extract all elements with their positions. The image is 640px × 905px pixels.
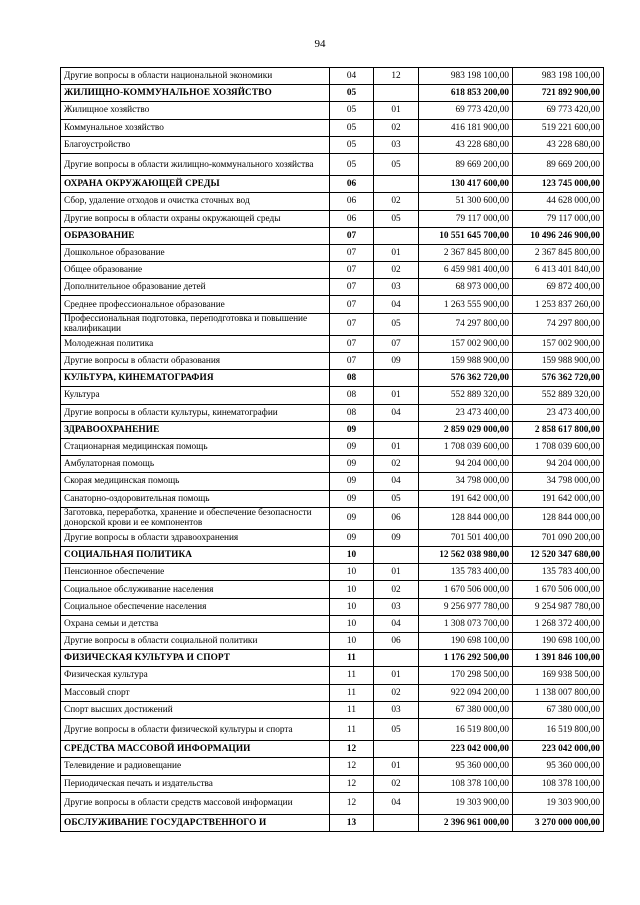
section-code-cell: 10 [330,615,374,632]
section-code-cell: 09 [330,421,374,438]
row-name-cell: ЖИЛИЩНО-КОММУНАЛЬНОЕ ХОЗЯЙСТВО [61,85,330,102]
table-row [61,193,604,210]
subsection-code-cell: 09 [374,529,419,546]
subsection-code-cell: 02 [374,193,419,210]
amount-year2-cell: 16 519 800,00 [513,718,604,740]
amount-year2-cell: 74 297 800,00 [513,313,604,335]
subsection-code-cell [374,814,419,831]
table-row [61,68,604,85]
table-row [61,404,604,421]
subsection-code-cell [374,547,419,564]
amount-year2-cell: 10 496 246 900,00 [513,227,604,244]
section-row [61,741,604,758]
amount-year2-cell: 135 783 400,00 [513,564,604,581]
amount-year1-cell: 67 380 000,00 [419,701,513,718]
budget-table-body [61,68,604,832]
amount-year2-cell: 69 872 400,00 [513,279,604,296]
table-row [61,210,604,227]
subsection-code-cell: 05 [374,153,419,175]
amount-year2-cell: 19 303 900,00 [513,792,604,814]
row-name-cell: Физическая культура [61,667,330,684]
amount-year1-cell: 922 094 200,00 [419,684,513,701]
subsection-code-cell: 04 [374,615,419,632]
section-code-cell: 09 [330,529,374,546]
amount-year1-cell: 89 669 200,00 [419,153,513,175]
amount-year1-cell: 2 367 845 800,00 [419,244,513,261]
amount-year1-cell: 2 859 029 000,00 [419,421,513,438]
section-code-cell: 07 [330,335,374,352]
amount-year2-cell: 94 204 000,00 [513,456,604,473]
subsection-code-cell: 02 [374,775,419,792]
table-row [61,102,604,119]
amount-year1-cell: 19 303 900,00 [419,792,513,814]
subsection-code-cell: 12 [374,68,419,85]
amount-year1-cell: 983 198 100,00 [419,68,513,85]
amount-year1-cell: 6 459 981 400,00 [419,262,513,279]
amount-year2-cell: 191 642 000,00 [513,490,604,507]
table-row [61,136,604,153]
table-row [61,473,604,490]
table-row [61,387,604,404]
table-row [61,507,604,529]
amount-year1-cell: 16 519 800,00 [419,718,513,740]
table-row [61,581,604,598]
amount-year1-cell: 95 360 000,00 [419,758,513,775]
subsection-code-cell [374,370,419,387]
row-name-cell: Санаторно-оздоровительная помощь [61,490,330,507]
section-code-cell: 07 [330,244,374,261]
table-row [61,456,604,473]
row-name-cell: Другие вопросы в области охраны окружающей среды [61,210,330,227]
section-code-cell: 08 [330,404,374,421]
subsection-code-cell: 01 [374,244,419,261]
row-name-cell: ОХРАНА ОКРУЖАЮЩЕЙ СРЕДЫ [61,176,330,193]
section-code-cell: 11 [330,667,374,684]
table-row [61,244,604,261]
table-row [61,758,604,775]
table-row [61,438,604,455]
subsection-code-cell: 09 [374,353,419,370]
subsection-code-cell: 03 [374,136,419,153]
table-row [61,564,604,581]
amount-year2-cell: 6 413 401 840,00 [513,262,604,279]
row-name-cell: Спорт высших достижений [61,701,330,718]
section-code-cell: 07 [330,227,374,244]
amount-year1-cell: 1 176 292 500,00 [419,650,513,667]
subsection-code-cell: 04 [374,296,419,313]
amount-year1-cell: 190 698 100,00 [419,633,513,650]
amount-year2-cell: 983 198 100,00 [513,68,604,85]
section-code-cell: 12 [330,792,374,814]
amount-year2-cell: 2 367 845 800,00 [513,244,604,261]
section-code-cell: 10 [330,564,374,581]
section-code-cell: 11 [330,701,374,718]
row-name-cell: Стационарная медицинская помощь [61,438,330,455]
section-code-cell: 08 [330,387,374,404]
section-code-cell: 11 [330,650,374,667]
amount-year2-cell: 190 698 100,00 [513,633,604,650]
amount-year1-cell: 2 396 961 000,00 [419,814,513,831]
section-row [61,370,604,387]
section-code-cell: 10 [330,547,374,564]
row-name-cell: Периодическая печать и издательства [61,775,330,792]
row-name-cell: ФИЗИЧЕСКАЯ КУЛЬТУРА И СПОРТ [61,650,330,667]
amount-year1-cell: 416 181 900,00 [419,119,513,136]
amount-year1-cell: 576 362 720,00 [419,370,513,387]
amount-year2-cell: 1 253 837 260,00 [513,296,604,313]
row-name-cell: Скорая медицинская помощь [61,473,330,490]
amount-year1-cell: 108 378 100,00 [419,775,513,792]
amount-year2-cell: 552 889 320,00 [513,387,604,404]
amount-year1-cell: 1 263 555 900,00 [419,296,513,313]
subsection-code-cell: 01 [374,387,419,404]
row-name-cell: Пенсионное обеспечение [61,564,330,581]
subsection-code-cell: 02 [374,119,419,136]
subsection-code-cell [374,421,419,438]
section-code-cell: 07 [330,262,374,279]
section-code-cell: 09 [330,507,374,529]
amount-year1-cell: 34 798 000,00 [419,473,513,490]
section-code-cell: 07 [330,296,374,313]
section-row [61,227,604,244]
table-row [61,296,604,313]
row-name-cell: Жилищное хозяйство [61,102,330,119]
subsection-code-cell: 01 [374,564,419,581]
amount-year2-cell: 223 042 000,00 [513,741,604,758]
section-code-cell: 08 [330,370,374,387]
section-code-cell: 07 [330,279,374,296]
table-row [61,353,604,370]
amount-year2-cell: 89 669 200,00 [513,153,604,175]
section-code-cell: 06 [330,193,374,210]
amount-year1-cell: 43 228 680,00 [419,136,513,153]
amount-year1-cell: 79 117 000,00 [419,210,513,227]
subsection-code-cell: 03 [374,701,419,718]
row-name-cell: Социальное обслуживание населения [61,581,330,598]
amount-year1-cell: 10 551 645 700,00 [419,227,513,244]
subsection-code-cell [374,650,419,667]
amount-year2-cell: 12 520 347 680,00 [513,547,604,564]
amount-year1-cell: 159 988 900,00 [419,353,513,370]
amount-year1-cell: 701 501 400,00 [419,529,513,546]
amount-year2-cell: 108 378 100,00 [513,775,604,792]
amount-year1-cell: 128 844 000,00 [419,507,513,529]
section-row [61,547,604,564]
amount-year2-cell: 44 628 000,00 [513,193,604,210]
amount-year1-cell: 51 300 600,00 [419,193,513,210]
amount-year2-cell: 43 228 680,00 [513,136,604,153]
section-code-cell: 09 [330,473,374,490]
section-row [61,650,604,667]
amount-year2-cell: 1 391 846 100,00 [513,650,604,667]
subsection-code-cell: 05 [374,313,419,335]
amount-year1-cell: 94 204 000,00 [419,456,513,473]
section-code-cell: 05 [330,85,374,102]
row-name-cell: Другие вопросы в области социальной политики [61,633,330,650]
subsection-code-cell: 01 [374,438,419,455]
table-row [61,718,604,740]
subsection-code-cell: 04 [374,404,419,421]
amount-year1-cell: 223 042 000,00 [419,741,513,758]
amount-year1-cell: 130 417 600,00 [419,176,513,193]
row-name-cell: Другие вопросы в области национальной экономики [61,68,330,85]
section-row [61,421,604,438]
subsection-code-cell [374,85,419,102]
subsection-code-cell: 06 [374,507,419,529]
section-code-cell: 10 [330,581,374,598]
section-code-cell: 09 [330,438,374,455]
amount-year1-cell: 552 889 320,00 [419,387,513,404]
row-name-cell: Сбор, удаление отходов и очистка сточных вод [61,193,330,210]
amount-year2-cell: 95 360 000,00 [513,758,604,775]
section-code-cell: 12 [330,775,374,792]
table-row [61,633,604,650]
subsection-code-cell: 05 [374,490,419,507]
amount-year1-cell: 74 297 800,00 [419,313,513,335]
amount-year2-cell: 23 473 400,00 [513,404,604,421]
amount-year2-cell: 34 798 000,00 [513,473,604,490]
amount-year2-cell: 721 892 900,00 [513,85,604,102]
section-code-cell: 04 [330,68,374,85]
amount-year1-cell: 1 708 039 600,00 [419,438,513,455]
amount-year1-cell: 157 002 900,00 [419,335,513,352]
subsection-code-cell: 02 [374,456,419,473]
amount-year2-cell: 123 745 000,00 [513,176,604,193]
section-code-cell: 05 [330,153,374,175]
amount-year2-cell: 1 708 039 600,00 [513,438,604,455]
section-code-cell: 05 [330,119,374,136]
subsection-code-cell: 01 [374,102,419,119]
row-name-cell: СОЦИАЛЬНАЯ ПОЛИТИКА [61,547,330,564]
subsection-code-cell [374,227,419,244]
amount-year2-cell: 9 254 987 780,00 [513,598,604,615]
amount-year1-cell: 191 642 000,00 [419,490,513,507]
amount-year1-cell: 170 298 500,00 [419,667,513,684]
amount-year1-cell: 69 773 420,00 [419,102,513,119]
amount-year2-cell: 169 938 500,00 [513,667,604,684]
table-row [61,792,604,814]
row-name-cell: ОБСЛУЖИВАНИЕ ГОСУДАРСТВЕННОГО И [61,814,330,831]
row-name-cell: Другие вопросы в области жилищно-коммунального хозяйства [61,153,330,175]
amount-year2-cell: 128 844 000,00 [513,507,604,529]
amount-year2-cell: 519 221 600,00 [513,119,604,136]
section-row [61,85,604,102]
row-name-cell: ЗДРАВООХРАНЕНИЕ [61,421,330,438]
row-name-cell: Общее образование [61,262,330,279]
amount-year2-cell: 701 090 200,00 [513,529,604,546]
amount-year2-cell: 157 002 900,00 [513,335,604,352]
section-code-cell: 06 [330,176,374,193]
row-name-cell: Другие вопросы в области здравоохранения [61,529,330,546]
table-row [61,279,604,296]
subsection-code-cell: 06 [374,633,419,650]
row-name-cell: Культура [61,387,330,404]
amount-year1-cell: 1 308 073 700,00 [419,615,513,632]
subsection-code-cell: 02 [374,262,419,279]
section-code-cell: 05 [330,136,374,153]
subsection-code-cell: 04 [374,473,419,490]
amount-year2-cell: 79 117 000,00 [513,210,604,227]
amount-year1-cell: 1 670 506 000,00 [419,581,513,598]
subsection-code-cell: 03 [374,279,419,296]
row-name-cell: Другие вопросы в области средств массовой информации [61,792,330,814]
row-name-cell: Амбулаторная помощь [61,456,330,473]
subsection-code-cell: 07 [374,335,419,352]
amount-year2-cell: 1 268 372 400,00 [513,615,604,632]
table-row [61,598,604,615]
section-code-cell: 11 [330,718,374,740]
subsection-code-cell: 01 [374,667,419,684]
amount-year1-cell: 12 562 038 980,00 [419,547,513,564]
table-row [61,335,604,352]
amount-year2-cell: 159 988 900,00 [513,353,604,370]
subsection-code-cell: 04 [374,792,419,814]
amount-year1-cell: 135 783 400,00 [419,564,513,581]
amount-year2-cell: 576 362 720,00 [513,370,604,387]
row-name-cell: СРЕДСТВА МАССОВОЙ ИНФОРМАЦИИ [61,741,330,758]
row-name-cell: ОБРАЗОВАНИЕ [61,227,330,244]
subsection-code-cell [374,741,419,758]
table-row [61,775,604,792]
row-name-cell: Дошкольное образование [61,244,330,261]
section-code-cell: 05 [330,102,374,119]
table-row [61,313,604,335]
subsection-code-cell: 05 [374,210,419,227]
amount-year2-cell: 69 773 420,00 [513,102,604,119]
table-row [61,615,604,632]
table-row [61,119,604,136]
section-row [61,176,604,193]
section-code-cell: 12 [330,758,374,775]
section-code-cell: 09 [330,456,374,473]
table-row [61,153,604,175]
budget-table [60,67,604,832]
amount-year1-cell: 23 473 400,00 [419,404,513,421]
amount-year2-cell: 3 270 000 000,00 [513,814,604,831]
section-code-cell: 09 [330,490,374,507]
table-row [61,490,604,507]
row-name-cell: Охрана семьи и детства [61,615,330,632]
row-name-cell: Другие вопросы в области культуры, кинематографии [61,404,330,421]
table-row [61,684,604,701]
row-name-cell: Телевидение и радиовещание [61,758,330,775]
table-row [61,262,604,279]
row-name-cell: Массовый спорт [61,684,330,701]
subsection-code-cell [374,176,419,193]
page-number: 94 [314,38,326,50]
table-row [61,529,604,546]
section-code-cell: 11 [330,684,374,701]
row-name-cell: Благоустройство [61,136,330,153]
row-name-cell: Дополнительное образование детей [61,279,330,296]
row-name-cell: Заготовка, переработка, хранение и обеспечение безопасности донорской крови и ее компонентов [61,507,330,529]
row-name-cell: КУЛЬТУРА, КИНЕМАТОГРАФИЯ [61,370,330,387]
subsection-code-cell: 02 [374,581,419,598]
row-name-cell: Другие вопросы в области физической культуры и спорта [61,718,330,740]
subsection-code-cell: 03 [374,598,419,615]
table-row [61,701,604,718]
section-code-cell: 10 [330,598,374,615]
row-name-cell: Коммунальное хозяйство [61,119,330,136]
amount-year1-cell: 618 853 200,00 [419,85,513,102]
subsection-code-cell: 01 [374,758,419,775]
section-code-cell: 06 [330,210,374,227]
table-row [61,667,604,684]
section-code-cell: 07 [330,353,374,370]
subsection-code-cell: 05 [374,718,419,740]
section-code-cell: 12 [330,741,374,758]
section-code-cell: 13 [330,814,374,831]
section-code-cell: 10 [330,633,374,650]
amount-year2-cell: 67 380 000,00 [513,701,604,718]
amount-year2-cell: 2 858 617 800,00 [513,421,604,438]
row-name-cell: Социальное обеспечение населения [61,598,330,615]
section-row [61,814,604,831]
amount-year1-cell: 9 256 977 780,00 [419,598,513,615]
amount-year2-cell: 1 670 506 000,00 [513,581,604,598]
subsection-code-cell: 02 [374,684,419,701]
row-name-cell: Профессиональная подготовка, переподготовка и повышение квалификации [61,313,330,335]
section-code-cell: 07 [330,313,374,335]
amount-year2-cell: 1 138 007 800,00 [513,684,604,701]
row-name-cell: Среднее профессиональное образование [61,296,330,313]
row-name-cell: Молодежная политика [61,335,330,352]
amount-year1-cell: 68 973 000,00 [419,279,513,296]
row-name-cell: Другие вопросы в области образования [61,353,330,370]
